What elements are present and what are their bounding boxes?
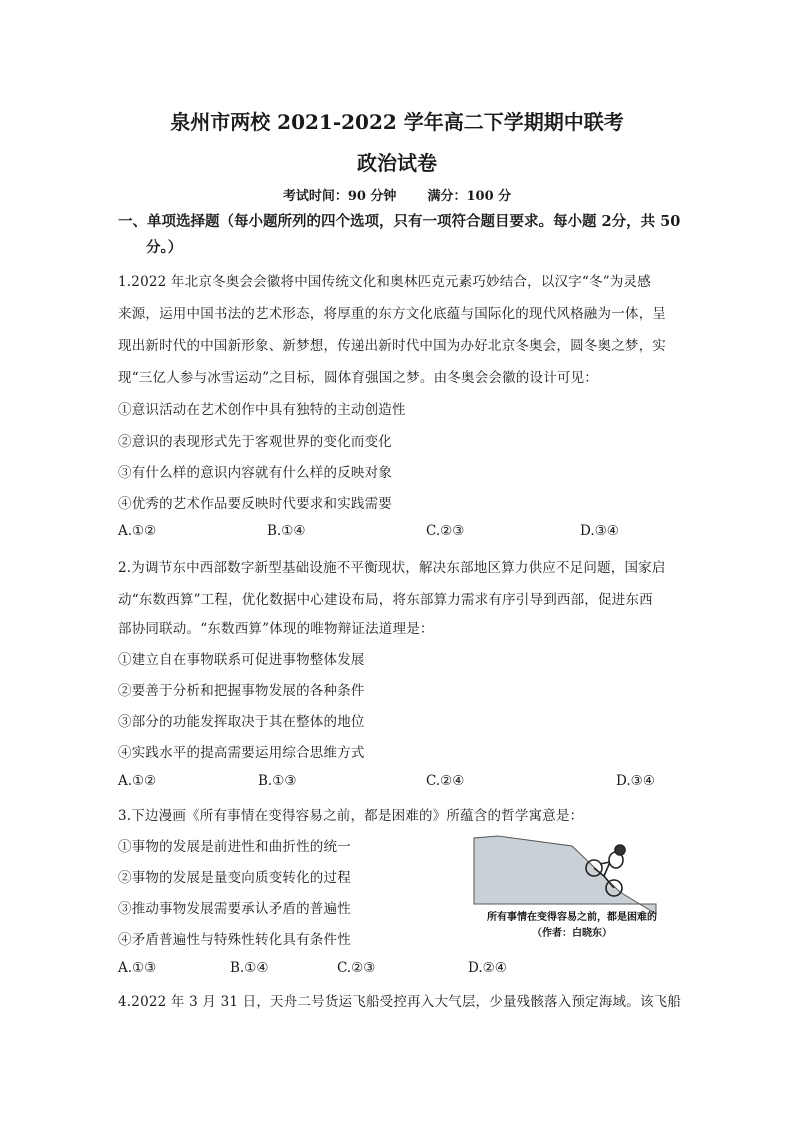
option-d: D.②④ bbox=[468, 960, 507, 976]
statement: ②要善于分析和把握事物发展的各种条件 bbox=[118, 683, 365, 699]
statement: ③有什么样的意识内容就有什么样的反映对象 bbox=[118, 465, 392, 481]
question-line: 2.为调节东中西部数字新型基础设施不平衡现状，解决东部地区算力供应不足问题，国家启 bbox=[118, 560, 666, 576]
option-d: D.③④ bbox=[580, 523, 619, 539]
question-line: 现出新时代的中国新形象、新梦想，传递出新时代中国为办好北京冬奥会，圆冬奥之梦，实 bbox=[118, 338, 666, 354]
section-heading-line2: 分。） bbox=[146, 239, 183, 256]
comic-illustration bbox=[470, 832, 674, 942]
question-line: 动“东数西算”工程，优化数据中心建设布局，将东部算力需求有序引导到西部，促进东西 bbox=[118, 592, 653, 608]
comic-caption: 所有事情在变得容易之前，都是困难的 bbox=[487, 912, 657, 923]
statement: ③部分的功能发挥取决于其在整体的地位 bbox=[118, 714, 365, 730]
page-subtitle: 政治试卷 bbox=[357, 151, 437, 175]
statement: ②意识的表现形式先于客观世界的变化而变化 bbox=[118, 434, 392, 450]
option-c: C.②③ bbox=[426, 523, 465, 539]
hill-shape bbox=[474, 836, 656, 914]
statement: ①意识活动在艺术创作中具有独特的主动创造性 bbox=[118, 402, 406, 418]
option-d: D.③④ bbox=[616, 773, 655, 789]
question-line: 1.2022 年北京冬奥会会徽将中国传统文化和奥林匹克元素巧妙结合，以汉字“冬”为灵感 bbox=[118, 274, 651, 290]
statement: ④优秀的艺术作品要反映时代要求和实践需要 bbox=[118, 496, 392, 512]
statement: ③推动事物发展需要承认矛盾的普遍性 bbox=[118, 901, 351, 917]
statement: ①建立自在事物联系可促进事物整体发展 bbox=[118, 652, 365, 668]
exam-time: 考试时间：90 分钟 bbox=[282, 189, 397, 204]
comic-drawing bbox=[470, 832, 674, 942]
comic-author: （作者：白晓东） bbox=[532, 928, 612, 939]
statement: ②事物的发展是量变向质变转化的过程 bbox=[118, 870, 351, 886]
option-b: B.①④ bbox=[230, 960, 269, 976]
option-a: A.①② bbox=[118, 523, 157, 539]
question-line: 4.2022 年 3 月 31 日，天舟二号货运飞船受控再入大气层，少量残骸落入预定海域。该飞船 bbox=[118, 994, 682, 1010]
question-line: 现“三亿人参与冰雪运动”之目标，圆体育强国之梦。由冬奥会会徽的设计可见： bbox=[118, 370, 599, 386]
option-c: C.②④ bbox=[426, 773, 465, 789]
section-heading-line1: 一、单项选择题（每小题所列的四个选项，只有一项符合题目要求。每小题 2分，共 50 bbox=[118, 213, 681, 230]
page-title: 泉州市两校 2021-2022 学年高二下学期期中联考 bbox=[170, 110, 624, 134]
option-b: B.①③ bbox=[258, 773, 297, 789]
statement: ④矛盾普遍性与特殊性转化具有条件性 bbox=[118, 932, 351, 948]
question-line: 来源，运用中国书法的艺术形态，将厚重的东方文化底蕴与国际化的现代风格融为一体，呈 bbox=[118, 306, 666, 322]
statement: ①事物的发展是前进性和曲折性的统一 bbox=[118, 839, 351, 855]
full-score: 满分：100 分 bbox=[427, 189, 512, 204]
option-c: C.②③ bbox=[337, 960, 376, 976]
statement: ④实践水平的提高需要运用综合思维方式 bbox=[118, 745, 365, 761]
option-a: A.①③ bbox=[118, 960, 157, 976]
exam-meta bbox=[0, 185, 794, 204]
option-b: B.①④ bbox=[267, 523, 306, 539]
question-line: 部协同联动。“东数西算”体现的唯物辩证法道理是： bbox=[118, 621, 434, 637]
option-a: A.①② bbox=[118, 773, 157, 789]
question-line: 3.下边漫画《所有事情在变得容易之前，都是困难的》所蕴含的哲学寓意是： bbox=[118, 808, 584, 824]
